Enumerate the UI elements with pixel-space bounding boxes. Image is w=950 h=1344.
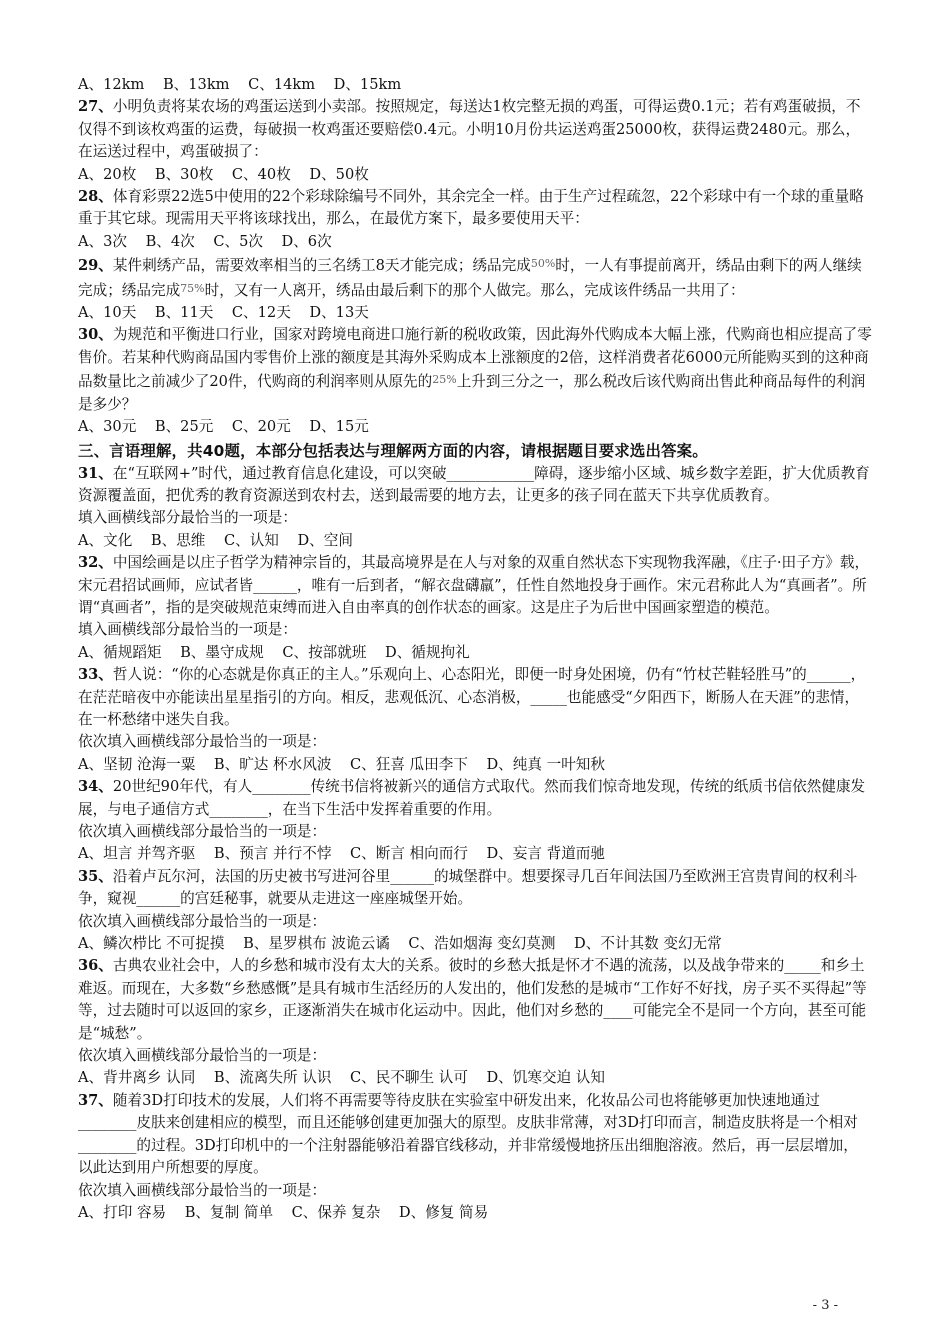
- q31-prompt: 填入画横线部分最恰当的一项是：: [78, 509, 297, 527]
- q34-blank-2: ________: [209, 800, 268, 818]
- q37-number: 37、: [78, 1091, 113, 1109]
- q28-number: 28、: [78, 188, 113, 206]
- q35-options: A、鳞次栉比 不可捉摸 B、星罗棋布 波诡云谲 C、浩如烟海 变幻莫测 D、不计其数 变幻无常: [78, 935, 722, 953]
- page-number: - 3 -: [812, 1298, 838, 1313]
- q37-text-c: 的过程。3D打印机中的一个注射器能够沿着器官线移动，并非常缓慢地挤压出细胞溶液。然后，再一层层增加，以此达到用户所想要的厚度。: [78, 1136, 858, 1177]
- question-29: [78, 253, 872, 302]
- q34-text-a: 20世纪90年代，有人: [112, 778, 253, 796]
- q35-number: 35、: [78, 867, 113, 885]
- section-3-heading: 三、言语理解，共40题，本部分包括表达与理解两方面的内容，请根据题目要求选出答案。: [78, 441, 708, 460]
- question-34: [78, 776, 872, 821]
- q28-options: A、3次 B、4次 C、5次 D、6次: [78, 232, 332, 250]
- q33-options: A、坚韧 沧海一粟 B、旷达 杯水风波 C、狂喜 瓜田李下 D、纯真 一叶知秋: [78, 755, 605, 773]
- q36-number: 36、: [78, 957, 113, 975]
- q27-text: 小明负责将某农场的鸡蛋运送到小卖部。按照规定，每送达1枚完整无损的鸡蛋，可得运费0.1元；若有鸡蛋破损，不仅得不到该枚鸡蛋的运费，每破损一枚鸡蛋还要赔偿0.4元。小明10月份共运送鸡蛋25000枚，获得运费2480元。那么，在运送过程中，鸡蛋破损了：: [78, 98, 861, 161]
- q29-text-b: 时，一人有事提前离开，绣品由剩下的两人继续完成；绣品完成: [78, 257, 862, 299]
- q35-blank-2: ______: [136, 890, 181, 908]
- q34-blank-1: ________: [252, 778, 311, 796]
- q30-number: 30、: [78, 326, 113, 344]
- q29-number: 29、: [78, 257, 113, 275]
- q37-text-a: 随着3D打印技术的发展，人们将不再需要等待皮肤在实验室中研发出来，化妆品公司也将能够更加快速地通过: [112, 1091, 820, 1109]
- question-33: [78, 664, 872, 731]
- question-27: [78, 96, 872, 163]
- q33-blank-1: ______: [806, 666, 851, 684]
- q35-blank-1: ______: [390, 867, 434, 885]
- question-28: [78, 186, 872, 231]
- exam-page-body: [78, 74, 872, 1224]
- q37-prompt: 依次填入画横线部分最恰当的一项是：: [78, 1181, 327, 1199]
- q32-text-b: ，唯有一后到者，“解衣盘礴羸”，任性自然地投身于画作。宋元君称此人为“真画者”。所谓“真画者”，指的是突破规范束缚而进入自由率真的创作状态的画家。这是庄子为后世中国画家塑造的模范。: [78, 576, 867, 616]
- question-32: [78, 552, 872, 619]
- q26-options: A、12km B、13km C、14km D、15km: [78, 76, 402, 93]
- q36-text-a: 古典农业社会中，人的乡愁和城市没有太大的关系。彼时的乡愁大抵是怀才不遇的流荡，以及战争带来的: [112, 957, 785, 975]
- question-36: [78, 955, 872, 1045]
- q27-number: 27、: [78, 98, 113, 116]
- q34-prompt: 依次填入画横线部分最恰当的一项是：: [78, 823, 327, 840]
- q30-text-a: 为规范和平衡进口行业，国家对跨境电商进口施行新的税收政策，因此海外代购成本大幅上涨，代购商也相应提高了零售价。若某种代购商品国内零售价上涨的额度是其海外采购成本上涨额度的2倍，这样消费者花6000元所能购买到的这种商品数量比之前减少了20件，代购商的利润率则从原先的: [78, 326, 872, 391]
- q29-text-c: 时，又有一人离开，绣品由最后剩下的那个人做完。那么，完成该件绣品一共用了：: [204, 281, 745, 299]
- q32-options: A、循规蹈矩 B、墨守成规 C、按部就班 D、循规拘礼: [78, 643, 470, 661]
- q33-number: 33、: [78, 666, 113, 684]
- q31-text-a: 在“互联网+”时代，通过教育信息化建设，可以突破: [112, 464, 447, 482]
- q37-text-b: 皮肤来创建相应的模型，而且还能够创建更加强大的原型。皮肤非常薄，对3D打印而言，制造皮肤将是一个相对: [136, 1114, 858, 1132]
- q29-percent-50: 50%: [530, 257, 556, 271]
- q32-number: 32、: [78, 554, 113, 572]
- q28-text: 体育彩票22选5中使用的22个彩球除编号不同外，其余完全一样。由于生产过程疏忽，22个彩球中有一个球的重量略重于其它球。现需用天平将该球找出，那么，在最优方案下，最多要使用天平：: [78, 188, 864, 228]
- q33-text-a: 哲人说：“你的心态就是你真正的主人。”乐观向上、心态阳光，即便一时身处困境，仍有“竹杖芒鞋轻胜马”的: [112, 666, 807, 684]
- q37-options: A、打印 容易 B、复制 简单 C、保养 复杂 D、修复 简易: [78, 1203, 489, 1221]
- q31-number: 31、: [78, 464, 113, 482]
- q33-prompt: 依次填入画横线部分最恰当的一项是：: [78, 733, 327, 751]
- question-30: [78, 324, 872, 416]
- q31-text-b: 障碍，逐步缩小区域、城乡数字差距，扩大优质教育资源覆盖面，把优秀的教育资源送到农村去，送到最需要的地方去，让更多的孩子同在蓝天下共享优质教育。: [78, 464, 870, 504]
- q27-options: A、20枚 B、30枚 C、40枚 D、50枚: [78, 165, 369, 183]
- q34-options: A、坦言 并驾齐驱 B、预言 并行不悖 C、断言 相向而行 D、妄言 背道而驰: [78, 845, 605, 863]
- q34-number: 34、: [78, 778, 113, 796]
- q31-options: A、文化 B、思维 C、认知 D、空间: [78, 531, 353, 549]
- q36-blank-1: _____: [784, 957, 821, 975]
- q32-blank: ______: [253, 576, 297, 594]
- q36-text-c: 可能完全不是同一个方向，甚至可能是“城愁”。: [78, 1002, 867, 1042]
- q34-text-b: 传统书信将被新兴的通信方式取代。然而我们惊奇地发现，传统的纸质书信依然健康发展，与电子通信方式: [78, 778, 866, 818]
- q29-text-a: 某件刺绣产品，需要效率相当的三名绣工8天才能完成；绣品完成: [112, 257, 531, 275]
- question-31: [78, 463, 872, 508]
- q36-text-b: 和乡土难返。而现在，大多数“乡愁感慨”是具有城市生活经历的人发出的，他们发愁的是城市“工作好不好找，房子买不买得起”等等，过去随时可以返回的家乡，正逐渐消失在城市化运动中。因此，他们对乡愁的: [78, 957, 867, 1020]
- question-37: [78, 1090, 872, 1180]
- q33-blank-2: _____: [530, 688, 567, 706]
- q35-text-a: 沿着卢瓦尔河，法国的历史被书写进河谷里: [112, 867, 391, 885]
- q30-percent-25: 25%: [432, 373, 457, 387]
- q32-prompt: 填入画横线部分最恰当的一项是：: [78, 621, 297, 639]
- question-35: [78, 866, 872, 911]
- q30-options: A、30元 B、25元 C、20元 D、15元: [78, 418, 369, 436]
- q35-text-b: 的城堡群中。想要探寻几百年间法国乃至欧洲王宫贵胄间的权利斗争，窥视: [78, 867, 858, 908]
- q29-options: A、10天 B、11天 C、12天 D、13天: [78, 304, 369, 322]
- q35-text-c: 的宫廷秘事，就要从走进这一座座城堡开始。: [180, 890, 473, 908]
- q32-text-a: 中国绘画是以庄子哲学为精神宗旨的，其最高境界是在人与对象的双重自然状态下实现物我浑融，《庄子·田子方》载，宋元君招试画师，应试者皆: [78, 554, 870, 594]
- q34-text-c: ，在当下生活中发挥着重要的作用。: [267, 800, 502, 818]
- q37-blank-1: ________: [78, 1114, 137, 1132]
- q33-text-c: 也能感受“夕阳西下，断肠人在天涯”的悲情，在一杯愁绪中迷失自我。: [78, 688, 860, 728]
- q30-text-b: 上升到三分之一，那么税改后该代购商出售此种商品每件的利润是多少？: [78, 373, 866, 413]
- q31-blank: ____________: [446, 464, 535, 482]
- q35-prompt: 依次填入画横线部分最恰当的一项是：: [78, 912, 327, 930]
- q33-text-b: ，在茫茫暗夜中亦能读出星星指引的方向。相反，悲观低沉、心态消极，: [78, 666, 866, 706]
- q37-blank-2: ________: [78, 1136, 137, 1154]
- q29-percent-75: 75%: [180, 281, 205, 295]
- q36-options: A、背井离乡 认同 B、流离失所 认识 C、民不聊生 认可 D、饥寒交迫 认知: [78, 1069, 605, 1087]
- q36-blank-2: ____: [603, 1002, 633, 1020]
- q36-prompt: 依次填入画横线部分最恰当的一项是：: [78, 1047, 327, 1065]
